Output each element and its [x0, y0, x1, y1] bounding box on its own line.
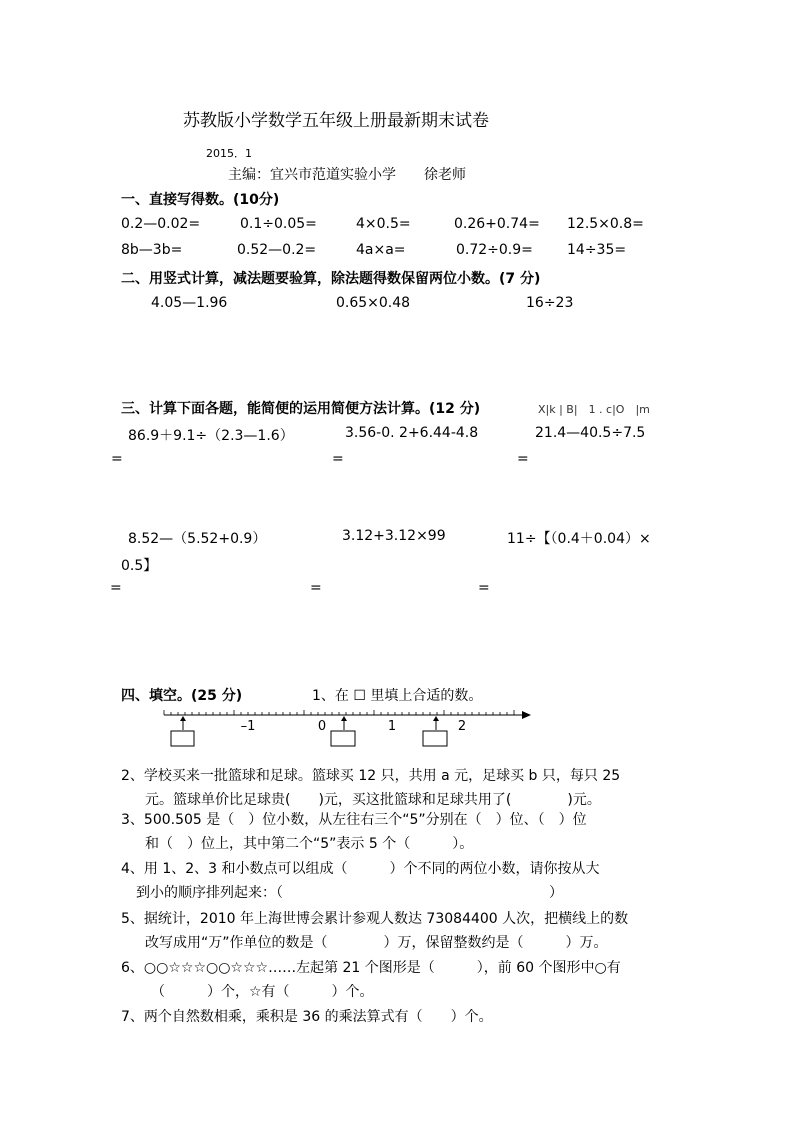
calc-item: 0.2—0.02=	[121, 216, 201, 232]
calc-item: 0.52—0.2=	[237, 242, 317, 258]
expression-item: 21.4—40.5÷7.5	[535, 425, 646, 441]
equals-sign: =	[517, 451, 529, 467]
answer-box-2[interactable]	[331, 716, 355, 746]
number-line-ticks	[164, 710, 514, 715]
equals-sign: =	[310, 580, 322, 596]
number-line	[150, 706, 540, 754]
question-5-line-1: 5、据统计，2010 年上海世博会累计参观人数达 73084400 人次，把横线上的数	[121, 911, 629, 927]
question-1: 1、在 ☐ 里填上合适的数。	[312, 688, 483, 704]
date: 2015．1	[206, 147, 252, 160]
expression-item: 11÷【（0.4＋0.04）×	[507, 531, 651, 547]
equals-sign: =	[111, 451, 123, 467]
number-line-label: 2	[457, 719, 467, 734]
vertical-calc-item: 4.05—1.96	[151, 295, 228, 311]
number-line-label: –1	[240, 719, 256, 734]
question-4-line-1: 4、用 1、2、3 和小数点可以组成（ ）个不同的两位小数，请你按从大	[121, 861, 600, 877]
number-line-label: 1	[387, 719, 397, 734]
question-3-line-1: 3、500.505 是（ ）位小数，从左往右三个“5”分别在（ ）位、（ ）位	[121, 812, 587, 828]
author-line: 主编：宜兴市范道实验小学 徐老师	[228, 167, 466, 183]
equals-sign: =	[332, 451, 344, 467]
question-2-line-1: 2、学校买来一批篮球和足球。篮球买 12 只，共用 a 元，足球买 b 只，每只 25	[121, 768, 621, 784]
expression-item: 3.12+3.12×99	[342, 528, 446, 544]
expression-item: 86.9＋9.1÷（2.3—1.6）	[128, 428, 294, 444]
question-5-line-2: 改写成用“万”作单位的数是（ ）万，保留整数约是（ ）万。	[145, 935, 608, 951]
answer-box-3[interactable]	[423, 716, 447, 746]
watermark-text: X|k | B| 1 . c|O |m	[538, 403, 650, 416]
vertical-calc-item: 0.65×0.48	[336, 295, 411, 311]
question-4-line-2: 到小的顺序排列起来：（ ）	[136, 885, 563, 901]
question-7: 7、两个自然数相乘，乘积是 36 的乘法算式有（ ）个。	[121, 1009, 493, 1025]
equals-sign: =	[478, 580, 490, 596]
expression-item-continued: 0.5】	[121, 558, 158, 574]
calc-item: 12.5×0.8=	[567, 216, 644, 232]
number-line-axis	[164, 711, 531, 719]
question-3-line-2: 和（ ）位上，其中第二个“5”表示 5 个（ ）。	[145, 836, 474, 852]
number-line-label: 0	[317, 719, 327, 734]
calc-item: 4×0.5=	[356, 216, 411, 232]
section-3-heading: 三、计算下面各题，能简便的运用简便方法计算。(12 分)	[121, 401, 481, 417]
calc-item: 0.1÷0.05=	[240, 216, 317, 232]
calc-item: 14÷35=	[567, 242, 627, 258]
calc-item: 0.72÷0.9=	[456, 242, 533, 258]
calc-item: 8b—3b=	[121, 242, 183, 258]
question-6-line-1: 6、○○☆☆☆○○☆☆☆……左起第 21 个图形是（ ），前 60 个图形中○有	[121, 960, 621, 976]
page-title: 苏教版小学数学五年级上册最新期末试卷	[183, 111, 489, 131]
expression-item: 3.56-0. 2+6.44-4.8	[345, 425, 479, 441]
section-4-heading: 四、填空。(25 分)	[121, 688, 243, 704]
vertical-calc-item: 16÷23	[526, 295, 574, 311]
section-2-heading: 二、用竖式计算，减法题要验算，除法题得数保留两位小数。(7 分)	[121, 271, 541, 287]
answer-box-1[interactable]	[171, 716, 194, 746]
calc-item: 0.26+0.74=	[454, 216, 540, 232]
calc-item: 4a×a=	[356, 242, 406, 258]
equals-sign: =	[110, 580, 122, 596]
question-6-line-2: （ ）个，☆有（ ）个。	[151, 984, 374, 1000]
section-1-heading: 一、直接写得数。(10分)	[121, 192, 280, 208]
question-2-line-2: 元。篮球单价比足球贵( )元，买这批篮球和足球共用了( )元。	[145, 792, 601, 808]
expression-item: 8.52—（5.52+0.9）	[128, 531, 267, 547]
